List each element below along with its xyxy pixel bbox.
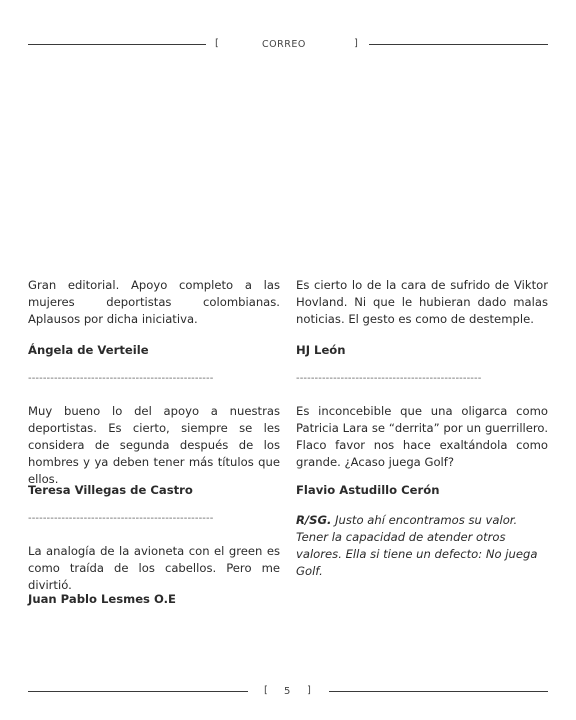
- header-rule-left: [28, 44, 206, 45]
- reply-text: Justo ahí encontramos su valor. Tener la capacidad de atender otros valores. Ella si tiene un defecto: No juega Golf.: [296, 513, 538, 578]
- letter-author: Teresa Villegas de Castro: [28, 483, 193, 497]
- header-open-bracket: [: [215, 38, 219, 49]
- letter-author: Ángela de Verteile: [28, 343, 149, 357]
- footer-close-bracket: ]: [307, 685, 311, 696]
- letter-text: Gran editorial. Apoyo completo a las mujeres deportistas colombianas. Aplausos por dicha iniciativa.: [28, 278, 280, 326]
- footer-open-bracket: [: [264, 685, 268, 696]
- footer-rule-left: [28, 691, 248, 692]
- separator: --------------------------------------------------: [28, 373, 214, 384]
- separator: --------------------------------------------------: [28, 513, 214, 524]
- editor-reply: [296, 512, 548, 580]
- footer-rule-right: [329, 691, 548, 692]
- letter-text: Es cierto lo de la cara de sufrido de Viktor Hovland. Ni que le hubieran dado malas noticias. El gesto es como de destemple.: [296, 278, 548, 326]
- header-rule-right: [369, 44, 548, 45]
- page-number: 5: [284, 686, 291, 697]
- separator: --------------------------------------------------: [296, 373, 482, 384]
- reply-label: R/SG.: [296, 513, 332, 527]
- letter-author: HJ León: [296, 343, 346, 357]
- letter-author: Juan Pablo Lesmes O.E: [28, 592, 176, 606]
- letter-author: Flavio Astudillo Cerón: [296, 483, 440, 497]
- section-title: CORREO: [262, 39, 306, 50]
- header-close-bracket: ]: [354, 38, 358, 49]
- letter-text: La analogía de la avioneta con el green es como traída de los cabellos. Pero me divirtió.: [28, 544, 280, 592]
- letter-text: Es inconcebible que una oligarca como Patricia Lara se “derrita” por un guerrillero. Flaco favor nos hace exaltándola como grande. ¿Acaso juega Golf?: [296, 404, 548, 469]
- letter-text: Muy bueno lo del apoyo a nuestras deportistas. Es cierto, siempre se les considera de segunda después de los hombres y ya deben tener más títulos que ellos.: [28, 404, 280, 486]
